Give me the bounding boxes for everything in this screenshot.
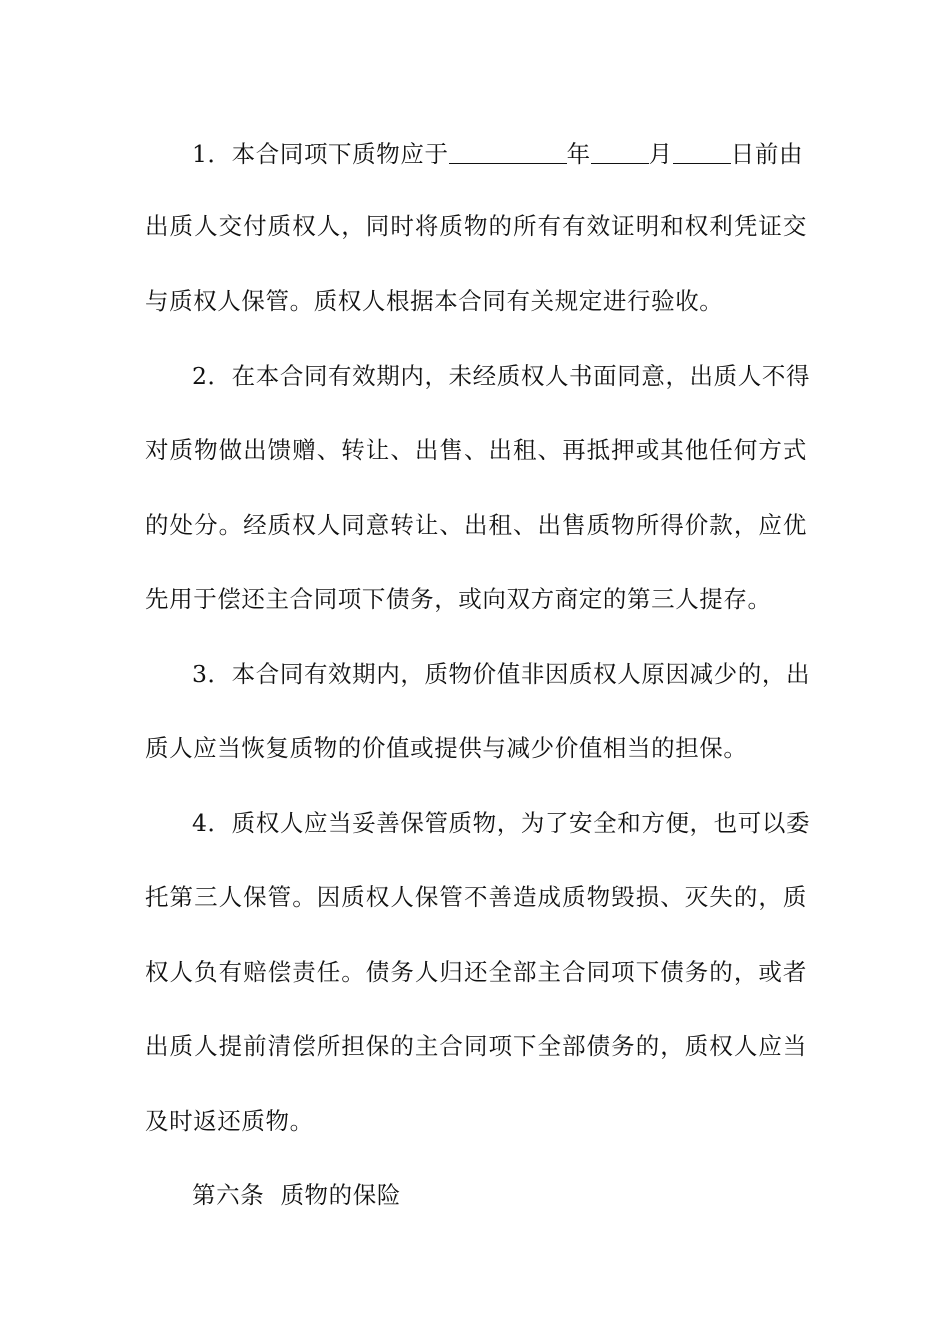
clause-1-line-2: 出质人交付质权人，同时将质物的所有有效证明和权利凭证交: [145, 212, 807, 240]
day-label: 日前由: [730, 140, 804, 168]
clause-2-line-2: 对质物做出馈赠、转让、出售、出租、再抵押或其他任何方式: [145, 436, 807, 464]
month-label: 月: [648, 140, 673, 168]
clause-4-line-5: 及时返还质物。: [145, 1107, 314, 1135]
document-page: [145, 0, 811, 1344]
clause-2-line-3: 的处分。经质权人同意转让、出租、出售质物所得价款，应优: [145, 511, 807, 539]
clause-1-line-3: 与质权人保管。质权人根据本合同有关规定进行验收。: [145, 287, 724, 315]
clause-4-line-1: 4．质权人应当妥善保管质物，为了安全和方便，也可以委: [192, 809, 811, 837]
day-blank: [673, 141, 731, 164]
clause-4-line-3: 权人负有赔偿责任。债务人归还全部主合同项下债务的，或者: [145, 958, 807, 986]
section-6-heading: 第六条 质物的保险: [192, 1181, 401, 1209]
clause-3-line-1: 3．本合同有效期内，质物价值非因质权人原因减少的，出: [192, 660, 811, 688]
clause-2-line-4: 先用于偿还主合同项下债务，或向双方商定的第三人提存。: [145, 585, 772, 613]
clause-2-line-1: 2．在本合同有效期内，未经质权人书面同意，出质人不得: [192, 362, 811, 390]
clause-3-line-2: 质人应当恢复质物的价值或提供与减少价值相当的担保。: [145, 734, 748, 762]
clause-1-prefix: 1．本合同项下质物应于: [192, 140, 449, 168]
clause-4-line-4: 出质人提前清偿所担保的主合同项下全部债务的，质权人应当: [145, 1032, 807, 1060]
year-label: 年: [566, 140, 591, 168]
month-blank: [591, 141, 649, 164]
clause-1-line-1: [192, 139, 807, 169]
clause-4-line-2: 托第三人保管。因质权人保管不善造成质物毁损、灭失的，质: [145, 883, 807, 911]
year-blank: [449, 141, 567, 164]
